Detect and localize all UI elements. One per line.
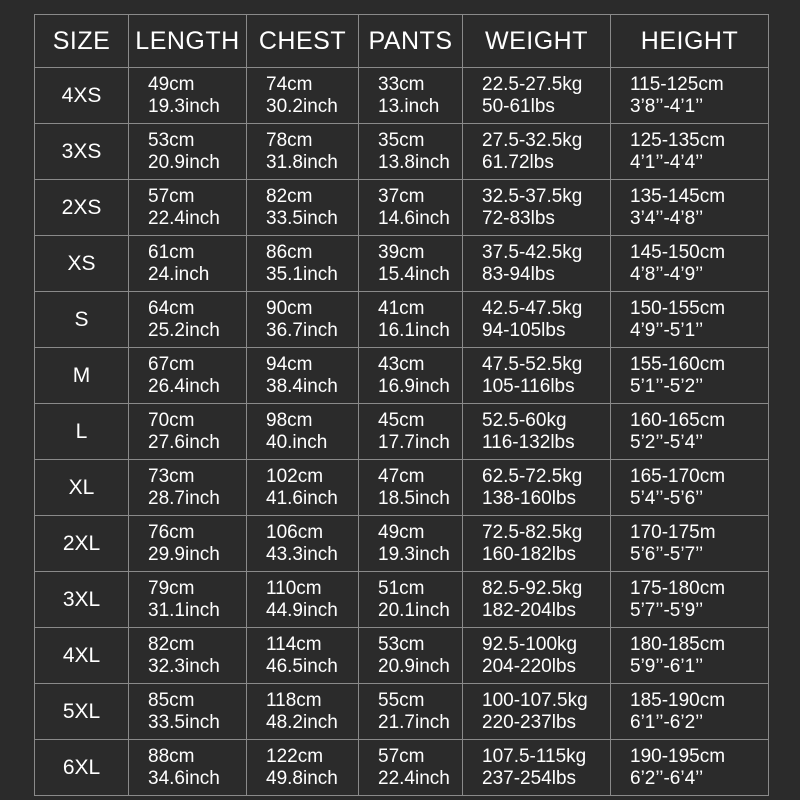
height-metric-value: 160-165cm xyxy=(630,409,726,431)
pants-metric-value: 39cm xyxy=(378,241,425,263)
height-metric-value: 185-190cm xyxy=(630,689,726,711)
length-imperial-value: 28.7inch xyxy=(148,487,220,509)
chest-imperial-value: 31.8inch xyxy=(266,151,338,173)
length-imperial-value: 31.1inch xyxy=(148,599,220,621)
size-label: XS xyxy=(35,236,129,292)
chest-metric-value: 106cm xyxy=(266,521,324,543)
chest-metric-value: 78cm xyxy=(266,129,313,151)
size-chart-table xyxy=(34,14,769,796)
height-cell xyxy=(611,404,769,460)
height-imperial-value: 5’2’’-5’4’’ xyxy=(630,431,704,453)
height-cell xyxy=(611,684,769,740)
weight-metric-value: 72.5-82.5kg xyxy=(482,521,583,543)
length-metric-value: 73cm xyxy=(148,465,195,487)
weight-imperial-value: 182-204lbs xyxy=(482,599,577,621)
table-row xyxy=(35,516,769,572)
weight-cell xyxy=(463,628,611,684)
weight-metric-value: 42.5-47.5kg xyxy=(482,297,583,319)
height-imperial-value: 5’6’’-5’7’’ xyxy=(630,543,704,565)
height-metric-value: 180-185cm xyxy=(630,633,726,655)
weight-imperial-value: 220-237lbs xyxy=(482,711,577,733)
height-cell xyxy=(611,124,769,180)
length-imperial-value: 34.6inch xyxy=(148,767,220,789)
length-metric-value: 85cm xyxy=(148,689,195,711)
pants-cell xyxy=(359,236,463,292)
length-cell xyxy=(129,348,247,404)
weight-metric-value: 47.5-52.5kg xyxy=(482,353,583,375)
length-cell xyxy=(129,292,247,348)
length-metric-value: 67cm xyxy=(148,353,195,375)
length-metric-value: 70cm xyxy=(148,409,195,431)
weight-imperial-value: 94-105lbs xyxy=(482,319,566,341)
weight-metric-value: 52.5-60kg xyxy=(482,409,567,431)
chest-imperial-value: 41.6inch xyxy=(266,487,338,509)
header-size: SIZE xyxy=(35,15,129,68)
pants-cell xyxy=(359,740,463,796)
chest-metric-value: 118cm xyxy=(266,689,322,711)
length-imperial-value: 19.3inch xyxy=(148,95,220,117)
weight-cell xyxy=(463,740,611,796)
length-metric-value: 76cm xyxy=(148,521,195,543)
pants-imperial-value: 21.7inch xyxy=(378,711,450,733)
height-metric-value: 125-135cm xyxy=(630,129,726,151)
height-metric-value: 145-150cm xyxy=(630,241,726,263)
weight-metric-value: 92.5-100kg xyxy=(482,633,578,655)
height-imperial-value: 6’2’’-6’4’’ xyxy=(630,767,704,789)
height-metric-value: 115-125cm xyxy=(630,73,724,95)
pants-cell xyxy=(359,124,463,180)
height-imperial-value: 4’8’’-4’9’’ xyxy=(630,263,704,285)
chest-cell xyxy=(247,460,359,516)
length-cell xyxy=(129,572,247,628)
table-row xyxy=(35,572,769,628)
size-label: 3XS xyxy=(35,124,129,180)
height-imperial-value: 5’9’’-6’1’’ xyxy=(630,655,704,677)
height-imperial-value: 4’9’’-5’1’’ xyxy=(630,319,704,341)
pants-imperial-value: 15.4inch xyxy=(378,263,450,285)
header-length: LENGTH xyxy=(129,15,247,68)
pants-imperial-value: 22.4inch xyxy=(378,767,450,789)
length-imperial-value: 24.inch xyxy=(148,263,210,285)
pants-cell xyxy=(359,516,463,572)
chest-metric-value: 74cm xyxy=(266,73,313,95)
weight-metric-value: 22.5-27.5kg xyxy=(482,73,583,95)
chest-imperial-value: 46.5inch xyxy=(266,655,338,677)
table-row xyxy=(35,684,769,740)
chest-cell xyxy=(247,628,359,684)
header-chest: CHEST xyxy=(247,15,359,68)
table-body xyxy=(35,68,769,796)
length-metric-value: 49cm xyxy=(148,73,195,95)
size-label: 3XL xyxy=(35,572,129,628)
pants-metric-value: 49cm xyxy=(378,521,425,543)
weight-cell xyxy=(463,68,611,124)
length-cell xyxy=(129,460,247,516)
pants-metric-value: 43cm xyxy=(378,353,425,375)
chest-metric-value: 82cm xyxy=(266,185,313,207)
chest-imperial-value: 35.1inch xyxy=(266,263,338,285)
pants-imperial-value: 19.3inch xyxy=(378,543,450,565)
length-imperial-value: 25.2inch xyxy=(148,319,220,341)
pants-imperial-value: 13.inch xyxy=(378,95,440,117)
table-row xyxy=(35,124,769,180)
pants-imperial-value: 16.9inch xyxy=(378,375,450,397)
chest-cell xyxy=(247,292,359,348)
chest-imperial-value: 33.5inch xyxy=(266,207,338,229)
weight-metric-value: 62.5-72.5kg xyxy=(482,465,583,487)
length-cell xyxy=(129,180,247,236)
height-cell xyxy=(611,348,769,404)
height-cell xyxy=(611,68,769,124)
height-metric-value: 155-160cm xyxy=(630,353,726,375)
table-row xyxy=(35,740,769,796)
header-pants: PANTS xyxy=(359,15,463,68)
chest-imperial-value: 40.inch xyxy=(266,431,328,453)
weight-imperial-value: 61.72lbs xyxy=(482,151,554,173)
chest-metric-value: 98cm xyxy=(266,409,313,431)
pants-imperial-value: 17.7inch xyxy=(378,431,450,453)
weight-imperial-value: 237-254lbs xyxy=(482,767,577,789)
weight-imperial-value: 160-182lbs xyxy=(482,543,577,565)
pants-imperial-value: 20.1inch xyxy=(378,599,450,621)
length-imperial-value: 29.9inch xyxy=(148,543,220,565)
pants-cell xyxy=(359,628,463,684)
length-metric-value: 64cm xyxy=(148,297,195,319)
header-weight: WEIGHT xyxy=(463,15,611,68)
length-imperial-value: 32.3inch xyxy=(148,655,220,677)
header-height: HEIGHT xyxy=(611,15,769,68)
table-row xyxy=(35,236,769,292)
length-imperial-value: 22.4inch xyxy=(148,207,220,229)
weight-cell xyxy=(463,516,611,572)
weight-cell xyxy=(463,236,611,292)
pants-metric-value: 45cm xyxy=(378,409,425,431)
weight-metric-value: 37.5-42.5kg xyxy=(482,241,583,263)
height-cell xyxy=(611,180,769,236)
chest-metric-value: 114cm xyxy=(266,633,322,655)
pants-metric-value: 41cm xyxy=(378,297,425,319)
chest-cell xyxy=(247,404,359,460)
weight-cell xyxy=(463,572,611,628)
length-cell xyxy=(129,68,247,124)
length-cell xyxy=(129,236,247,292)
pants-metric-value: 55cm xyxy=(378,689,425,711)
weight-metric-value: 100-107.5kg xyxy=(482,689,588,711)
chest-cell xyxy=(247,740,359,796)
weight-imperial-value: 204-220lbs xyxy=(482,655,577,677)
chest-cell xyxy=(247,180,359,236)
weight-cell xyxy=(463,460,611,516)
chest-metric-value: 122cm xyxy=(266,745,324,767)
weight-imperial-value: 72-83lbs xyxy=(482,207,555,229)
weight-cell xyxy=(463,404,611,460)
chest-cell xyxy=(247,348,359,404)
weight-imperial-value: 83-94lbs xyxy=(482,263,555,285)
pants-metric-value: 47cm xyxy=(378,465,425,487)
table-row xyxy=(35,348,769,404)
chest-cell xyxy=(247,516,359,572)
length-cell xyxy=(129,740,247,796)
pants-metric-value: 53cm xyxy=(378,633,425,655)
chest-metric-value: 94cm xyxy=(266,353,313,375)
weight-imperial-value: 50-61lbs xyxy=(482,95,555,117)
pants-cell xyxy=(359,292,463,348)
length-cell xyxy=(129,124,247,180)
pants-cell xyxy=(359,180,463,236)
pants-imperial-value: 14.6inch xyxy=(378,207,450,229)
height-metric-value: 170-175m xyxy=(630,521,716,543)
length-imperial-value: 20.9inch xyxy=(148,151,220,173)
pants-cell xyxy=(359,68,463,124)
weight-cell xyxy=(463,684,611,740)
height-imperial-value: 5’4’’-5’6’’ xyxy=(630,487,704,509)
height-cell xyxy=(611,740,769,796)
chest-metric-value: 102cm xyxy=(266,465,324,487)
pants-cell xyxy=(359,460,463,516)
height-imperial-value: 4’1’’-4’4’’ xyxy=(630,151,704,173)
pants-metric-value: 35cm xyxy=(378,129,425,151)
length-metric-value: 88cm xyxy=(148,745,195,767)
size-label: 4XL xyxy=(35,628,129,684)
chest-imperial-value: 48.2inch xyxy=(266,711,338,733)
height-cell xyxy=(611,516,769,572)
length-metric-value: 79cm xyxy=(148,577,195,599)
weight-cell xyxy=(463,292,611,348)
pants-cell xyxy=(359,404,463,460)
length-metric-value: 53cm xyxy=(148,129,195,151)
chest-imperial-value: 38.4inch xyxy=(266,375,338,397)
height-metric-value: 190-195cm xyxy=(630,745,726,767)
weight-cell xyxy=(463,348,611,404)
size-label: XL xyxy=(35,460,129,516)
size-label: M xyxy=(35,348,129,404)
chest-cell xyxy=(247,124,359,180)
weight-metric-value: 107.5-115kg xyxy=(482,745,587,767)
pants-imperial-value: 16.1inch xyxy=(378,319,450,341)
height-cell xyxy=(611,572,769,628)
chest-imperial-value: 30.2inch xyxy=(266,95,338,117)
length-metric-value: 61cm xyxy=(148,241,195,263)
chest-cell xyxy=(247,68,359,124)
length-cell xyxy=(129,404,247,460)
pants-cell xyxy=(359,348,463,404)
height-metric-value: 175-180cm xyxy=(630,577,726,599)
length-cell xyxy=(129,684,247,740)
pants-cell xyxy=(359,684,463,740)
chest-cell xyxy=(247,684,359,740)
header-row xyxy=(35,15,769,68)
height-imperial-value: 5’7’’-5’9’’ xyxy=(630,599,704,621)
weight-metric-value: 82.5-92.5kg xyxy=(482,577,583,599)
size-label: L xyxy=(35,404,129,460)
height-cell xyxy=(611,628,769,684)
chest-imperial-value: 36.7inch xyxy=(266,319,338,341)
height-imperial-value: 6’1’’-6’2’’ xyxy=(630,711,704,733)
length-imperial-value: 33.5inch xyxy=(148,711,220,733)
table-row xyxy=(35,460,769,516)
table-row xyxy=(35,180,769,236)
weight-metric-value: 27.5-32.5kg xyxy=(482,129,583,151)
chest-imperial-value: 43.3inch xyxy=(266,543,338,565)
pants-metric-value: 51cm xyxy=(378,577,425,599)
chest-imperial-value: 44.9inch xyxy=(266,599,338,621)
chest-metric-value: 86cm xyxy=(266,241,313,263)
chest-metric-value: 90cm xyxy=(266,297,313,319)
height-metric-value: 135-145cm xyxy=(630,185,726,207)
size-label: 5XL xyxy=(35,684,129,740)
height-cell xyxy=(611,236,769,292)
height-metric-value: 165-170cm xyxy=(630,465,726,487)
size-label: S xyxy=(35,292,129,348)
size-label: 2XS xyxy=(35,180,129,236)
length-cell xyxy=(129,516,247,572)
length-metric-value: 57cm xyxy=(148,185,195,207)
weight-cell xyxy=(463,180,611,236)
size-label: 6XL xyxy=(35,740,129,796)
chest-imperial-value: 49.8inch xyxy=(266,767,338,789)
table-row xyxy=(35,68,769,124)
height-imperial-value: 5’1’’-5’2’’ xyxy=(630,375,704,397)
weight-imperial-value: 105-116lbs xyxy=(482,375,575,397)
pants-imperial-value: 20.9inch xyxy=(378,655,450,677)
pants-cell xyxy=(359,572,463,628)
pants-imperial-value: 13.8inch xyxy=(378,151,450,173)
weight-imperial-value: 138-160lbs xyxy=(482,487,577,509)
chest-cell xyxy=(247,236,359,292)
pants-metric-value: 33cm xyxy=(378,73,425,95)
height-cell xyxy=(611,460,769,516)
length-imperial-value: 26.4inch xyxy=(148,375,220,397)
chest-cell xyxy=(247,572,359,628)
length-imperial-value: 27.6inch xyxy=(148,431,220,453)
length-cell xyxy=(129,628,247,684)
table-row xyxy=(35,628,769,684)
weight-metric-value: 32.5-37.5kg xyxy=(482,185,583,207)
height-metric-value: 150-155cm xyxy=(630,297,726,319)
pants-metric-value: 57cm xyxy=(378,745,425,767)
height-imperial-value: 3’8’’-4’1’’ xyxy=(630,95,704,117)
height-cell xyxy=(611,292,769,348)
weight-imperial-value: 116-132lbs xyxy=(482,431,575,453)
chest-metric-value: 110cm xyxy=(266,577,322,599)
table-row xyxy=(35,404,769,460)
pants-metric-value: 37cm xyxy=(378,185,425,207)
size-label: 4XS xyxy=(35,68,129,124)
length-metric-value: 82cm xyxy=(148,633,195,655)
pants-imperial-value: 18.5inch xyxy=(378,487,450,509)
weight-cell xyxy=(463,124,611,180)
size-label: 2XL xyxy=(35,516,129,572)
table-row xyxy=(35,292,769,348)
height-imperial-value: 3’4’’-4’8’’ xyxy=(630,207,704,229)
